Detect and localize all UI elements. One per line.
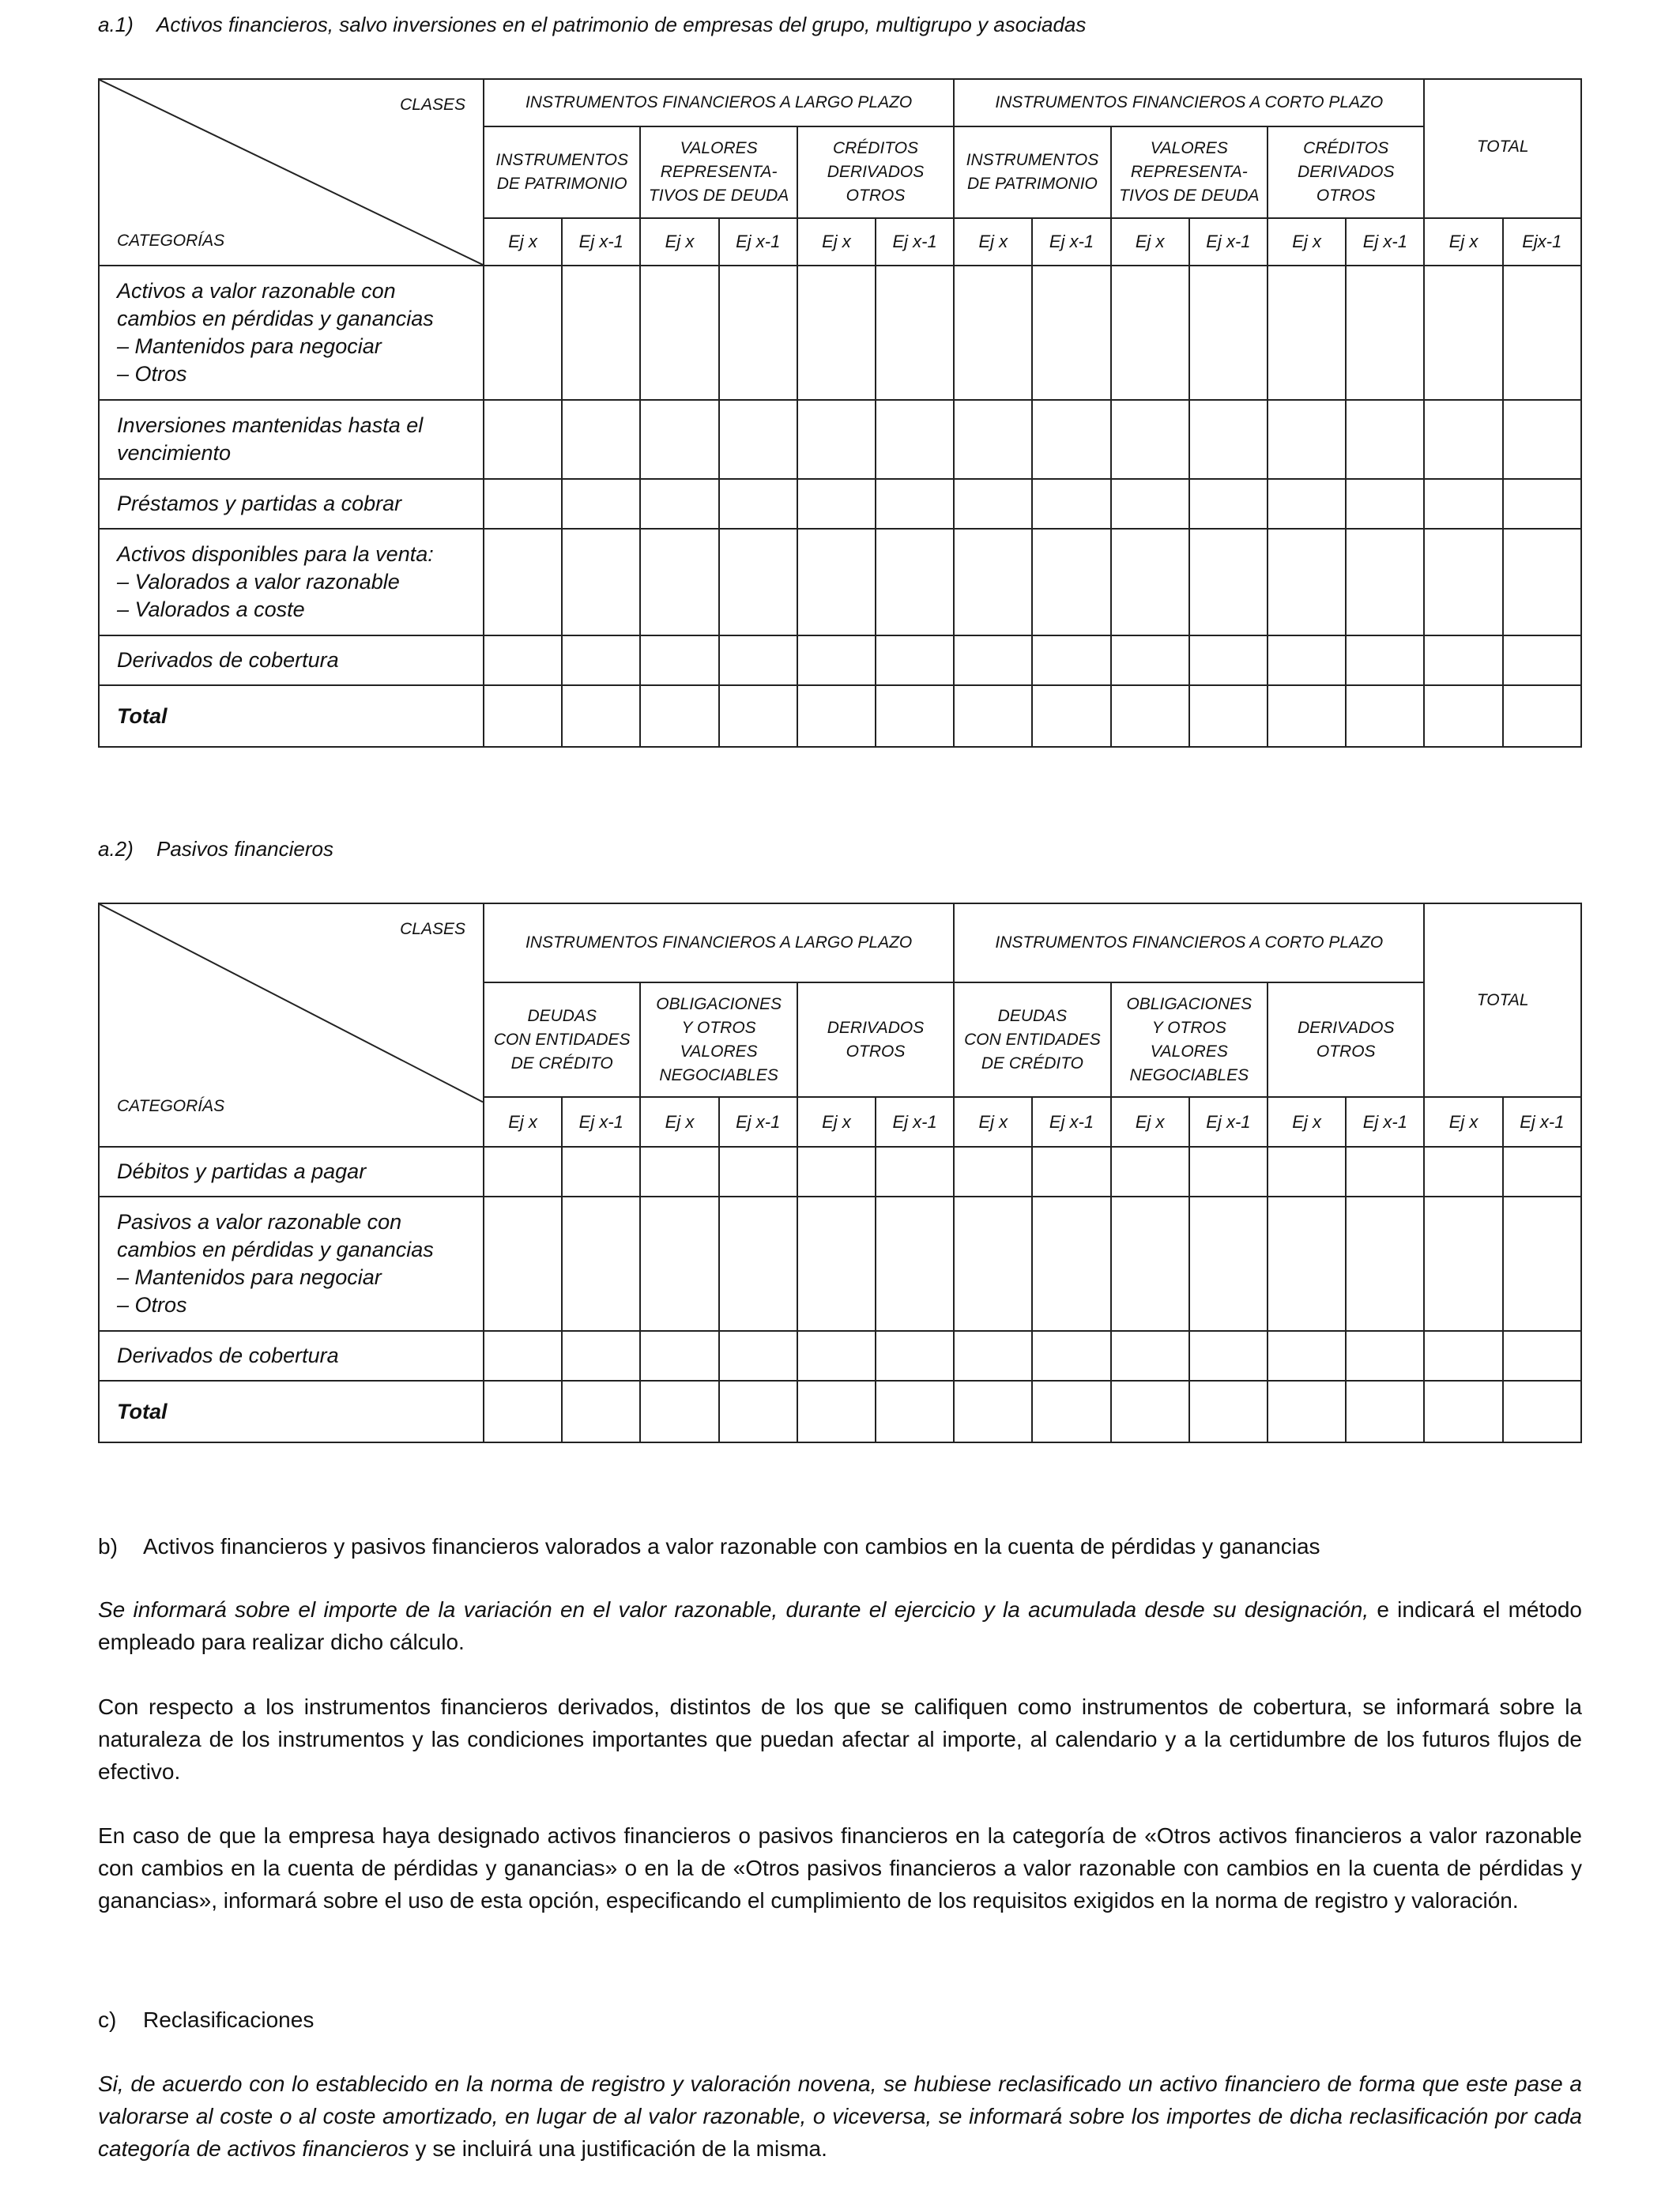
table-row: [99, 635, 1581, 685]
empty-value-cell: [1346, 400, 1424, 479]
fiscal-year-header: Ej x: [1268, 218, 1346, 266]
empty-value-cell: [797, 1331, 876, 1381]
empty-value-cell: [1268, 1381, 1346, 1442]
empty-value-cell: [954, 1331, 1032, 1381]
empty-value-cell: [797, 479, 876, 529]
instrument-class-header: [1111, 126, 1268, 218]
table-row: [99, 1331, 1581, 1381]
empty-value-cell: [562, 479, 640, 529]
empty-value-cell: [954, 1197, 1032, 1331]
empty-value-cell: [1111, 400, 1189, 479]
empty-value-cell: [1346, 1331, 1424, 1381]
section-b-title: Activos financieros y pasivos financieros valorados a valor razonable con cambios en la cuenta de pérdidas y ganancias: [143, 1534, 1320, 1559]
empty-value-cell: [719, 400, 797, 479]
empty-value-cell: [1503, 479, 1581, 529]
empty-value-cell: [1503, 1331, 1581, 1381]
empty-value-cell: [640, 1147, 718, 1197]
empty-value-cell: [1424, 266, 1502, 400]
instrument-class-header-line: DEUDAS: [997, 1006, 1068, 1025]
instrument-class-header: [1111, 982, 1268, 1097]
empty-value-cell: [1424, 1381, 1502, 1442]
empty-value-cell: [1503, 1197, 1581, 1331]
empty-value-cell: [1032, 479, 1110, 529]
category-label-line: cambios en pérdidas y ganancias: [117, 1238, 434, 1261]
instrument-class-header-line: OTROS: [846, 187, 906, 205]
empty-value-cell: [876, 529, 954, 635]
financial-assets-table: [98, 78, 1582, 748]
empty-value-cell: [1032, 529, 1110, 635]
empty-value-cell: [1032, 685, 1110, 747]
fiscal-year-header: Ej x-1: [719, 218, 797, 266]
empty-value-cell: [484, 479, 562, 529]
empty-value-cell: [484, 1197, 562, 1331]
empty-value-cell: [797, 685, 876, 747]
empty-value-cell: [1346, 1381, 1424, 1442]
instrument-class-header-line: OTROS: [1316, 1042, 1376, 1061]
category-label-line: Pasivos a valor razonable con: [117, 1210, 402, 1234]
instrument-class-header: [484, 982, 640, 1097]
instrument-class-header-line: VALORES: [1150, 1042, 1228, 1061]
instrument-class-header-line: NEGOCIABLES: [1129, 1065, 1249, 1084]
empty-value-cell: [484, 266, 562, 400]
empty-value-cell: [876, 635, 954, 685]
empty-value-cell: [954, 266, 1032, 400]
fiscal-year-header: Ej x: [484, 218, 562, 266]
empty-value-cell: [719, 1197, 797, 1331]
empty-value-cell: [797, 266, 876, 400]
fiscal-year-header: Ej x-1: [1032, 1097, 1110, 1147]
empty-value-cell: [1424, 685, 1502, 747]
instrument-class-header-line: OTROS: [1316, 187, 1376, 205]
instrument-class-header-line: CON ENTIDADES: [493, 1030, 631, 1049]
category-label-line: – Otros: [117, 362, 187, 386]
category-label-line: cambios en pérdidas y ganancias: [117, 307, 434, 330]
instrument-class-header-line: CRÉDITOS: [1303, 139, 1389, 157]
empty-value-cell: [1503, 1147, 1581, 1197]
fiscal-year-header: Ej x-1: [562, 1097, 640, 1147]
instrument-class-header-line: TIVOS DE DEUDA: [1119, 187, 1260, 205]
empty-value-cell: [484, 529, 562, 635]
table-row: [99, 685, 1581, 747]
classes-label: CLASES: [400, 96, 465, 114]
section-a2-heading: [98, 837, 333, 861]
instrument-class-header: [1268, 126, 1424, 218]
instrument-class-header: [640, 126, 797, 218]
empty-value-cell: [876, 400, 954, 479]
empty-value-cell: [640, 685, 718, 747]
empty-value-cell: [1111, 1147, 1189, 1197]
fiscal-year-header: Ej x-1: [1189, 1097, 1268, 1147]
fiscal-year-header: Ej x: [640, 1097, 718, 1147]
fiscal-year-header: Ej x: [1424, 218, 1502, 266]
fiscal-year-header: Ej x-1: [562, 218, 640, 266]
instrument-class-header-line: DE PATRIMONIO: [966, 175, 1098, 193]
category-label: [99, 635, 484, 685]
empty-value-cell: [1111, 1331, 1189, 1381]
empty-value-cell: [876, 1197, 954, 1331]
empty-value-cell: [1346, 529, 1424, 635]
table-corner-header: [99, 903, 484, 1147]
instrument-class-header: [954, 126, 1110, 218]
empty-value-cell: [1503, 400, 1581, 479]
empty-value-cell: [1424, 529, 1502, 635]
instrument-class-header-line: TIVOS DE DEUDA: [648, 187, 789, 205]
empty-value-cell: [1268, 635, 1346, 685]
fiscal-year-header: Ej x: [1111, 218, 1189, 266]
empty-value-cell: [1111, 266, 1189, 400]
empty-value-cell: [719, 1331, 797, 1381]
empty-value-cell: [1503, 685, 1581, 747]
empty-value-cell: [562, 685, 640, 747]
table-row: [99, 1381, 1581, 1442]
fiscal-year-header: Ej x: [484, 1097, 562, 1147]
instrument-class-header-line: DERIVADOS: [1297, 163, 1395, 181]
instrument-class-header-line: Y OTROS: [1151, 1018, 1226, 1037]
instrument-class-header-line: DE CRÉDITO: [510, 1054, 613, 1072]
instrument-class-header: [640, 982, 797, 1097]
total-header: TOTAL: [1424, 903, 1581, 1097]
category-label-line: Activos disponibles para la venta:: [117, 542, 434, 566]
empty-value-cell: [1111, 1381, 1189, 1442]
instrument-class-header-line: DE CRÉDITO: [981, 1054, 1083, 1072]
instrument-class-header-line: DEUDAS: [527, 1006, 597, 1025]
empty-value-cell: [1346, 479, 1424, 529]
fiscal-year-header: Ej x: [640, 218, 718, 266]
category-label-line: – Valorados a coste: [117, 598, 305, 621]
empty-value-cell: [1424, 635, 1502, 685]
empty-value-cell: [719, 1147, 797, 1197]
instrument-class-header-line: VALORES: [680, 1042, 758, 1061]
instrument-class-header-line: INSTRUMENTOS: [495, 151, 629, 169]
section-c-number: c): [98, 2007, 117, 2032]
empty-value-cell: [1424, 1147, 1502, 1197]
empty-value-cell: [719, 529, 797, 635]
section-b-paragraph-2: Con respecto a los instrumentos financieros derivados, distintos de los que se califiquen como instrumentos de cobertura, se informará sobre la naturaleza de los instrumentos y las condiciones importantes que puedan afectar al importe, al calendario y a la certidumbre de los futuros flujos de efectivo.: [98, 1695, 1582, 1784]
empty-value-cell: [954, 1147, 1032, 1197]
category-label-line: Derivados de cobertura: [117, 648, 339, 672]
instrument-class-header: [1268, 982, 1424, 1097]
empty-value-cell: [1032, 1147, 1110, 1197]
empty-value-cell: [1111, 479, 1189, 529]
instrument-class-header-line: Y OTROS: [681, 1018, 756, 1037]
instrument-class-header-line: DERIVADOS: [827, 1018, 925, 1037]
category-label-line: Préstamos y partidas a cobrar: [117, 492, 402, 515]
empty-value-cell: [562, 266, 640, 400]
section-b-p1-italic: Se informará sobre el importe de la variación en el valor razonable, durante el ejercicio y la acumulada desde su designación,: [98, 1597, 1369, 1622]
instrument-class-header-line: CON ENTIDADES: [964, 1030, 1101, 1049]
empty-value-cell: [1189, 529, 1268, 635]
category-label-line: – Valorados a valor razonable: [117, 570, 400, 594]
instrument-class-header-line: DE PATRIMONIO: [496, 175, 627, 193]
empty-value-cell: [1268, 1331, 1346, 1381]
table-row: [99, 266, 1581, 400]
empty-value-cell: [876, 479, 954, 529]
empty-value-cell: [1424, 1197, 1502, 1331]
table-row: [99, 400, 1581, 479]
empty-value-cell: [1189, 685, 1268, 747]
empty-value-cell: [640, 479, 718, 529]
section-a2-number: a.2): [98, 837, 134, 861]
empty-value-cell: [1189, 635, 1268, 685]
section-a1-number: a.1): [98, 13, 134, 36]
empty-value-cell: [954, 479, 1032, 529]
empty-value-cell: [1346, 1147, 1424, 1197]
empty-value-cell: [876, 685, 954, 747]
instrument-class-header-line: CRÉDITOS: [832, 139, 919, 157]
empty-value-cell: [484, 400, 562, 479]
classes-label: CLASES: [400, 920, 465, 938]
empty-value-cell: [1032, 635, 1110, 685]
instrument-class-header-line: NEGOCIABLES: [659, 1065, 778, 1084]
fiscal-year-header: Ej x-1: [1346, 1097, 1424, 1147]
long-term-header: INSTRUMENTOS FINANCIEROS A LARGO PLAZO: [484, 903, 954, 982]
category-label-line: Débitos y partidas a pagar: [117, 1159, 367, 1183]
empty-value-cell: [1189, 479, 1268, 529]
section-a2-title: Pasivos financieros: [156, 837, 333, 861]
empty-value-cell: [640, 1197, 718, 1331]
section-c-p1-italic: Si, de acuerdo con lo establecido en la norma de registro y valoración novena, se hubiese reclasificado un activo financiero de forma que este pase a valorarse al coste o al coste amortizado, en lugar de al valor razonable, o viceversa, se informará sobre los importes de dicha reclasificación por cada categoría de activos financieros: [98, 2071, 1582, 2161]
empty-value-cell: [1503, 635, 1581, 685]
section-b-p1-rest: e indicará el método empleado para realizar dicho cálculo.: [98, 1597, 1582, 1654]
fiscal-year-header: Ej x: [1268, 1097, 1346, 1147]
empty-value-cell: [1268, 1197, 1346, 1331]
category-label: [99, 479, 484, 529]
empty-value-cell: [1032, 266, 1110, 400]
fiscal-year-header: Ej x: [797, 1097, 876, 1147]
empty-value-cell: [1424, 479, 1502, 529]
empty-value-cell: [1111, 529, 1189, 635]
instrument-class-header-line: INSTRUMENTOS: [966, 151, 1099, 169]
table-row: [99, 479, 1581, 529]
category-label: [99, 266, 484, 400]
empty-value-cell: [562, 400, 640, 479]
empty-value-cell: [562, 1381, 640, 1442]
empty-value-cell: [1189, 1381, 1268, 1442]
empty-value-cell: [1424, 1331, 1502, 1381]
empty-value-cell: [954, 400, 1032, 479]
category-label-line: – Mantenidos para negociar: [117, 334, 382, 358]
empty-value-cell: [562, 1331, 640, 1381]
fiscal-year-header: Ej x: [954, 218, 1032, 266]
empty-value-cell: [1503, 529, 1581, 635]
fiscal-year-header: Ej x-1: [1346, 218, 1424, 266]
empty-value-cell: [1111, 1197, 1189, 1331]
instrument-class-header: [954, 982, 1110, 1097]
empty-value-cell: [954, 685, 1032, 747]
empty-value-cell: [1189, 400, 1268, 479]
short-term-header: INSTRUMENTOS FINANCIEROS A CORTO PLAZO: [954, 79, 1424, 126]
empty-value-cell: [797, 400, 876, 479]
empty-value-cell: [797, 529, 876, 635]
empty-value-cell: [1268, 1147, 1346, 1197]
category-label: [99, 1197, 484, 1331]
section-b-paragraph-3: En caso de que la empresa haya designado activos financieros o pasivos financieros en la categoría de «Otros activos financieros a valor razonable con cambios en la cuenta de pérdidas y ganancias» o en la de «Otros pasivos financieros a valor razonable con cambios en la cuenta de pérdidas y ganancias», informará sobre el uso de esta opción, especificando el cumplimiento de los requisitos exigidos en la norma de registro y valoración.: [98, 1823, 1582, 1913]
instrument-class-header: [797, 126, 954, 218]
section-b-paragraph-1: [98, 1593, 1582, 1658]
category-label: [99, 1331, 484, 1381]
empty-value-cell: [876, 1331, 954, 1381]
empty-value-cell: [484, 685, 562, 747]
empty-value-cell: [797, 1381, 876, 1442]
section-b-heading: [98, 1534, 1320, 1559]
empty-value-cell: [640, 635, 718, 685]
instrument-class-header: [797, 982, 954, 1097]
empty-value-cell: [1032, 1331, 1110, 1381]
category-label-line: vencimiento: [117, 441, 232, 465]
empty-value-cell: [562, 529, 640, 635]
empty-value-cell: [1268, 529, 1346, 635]
section-c-paragraph-1: [98, 2068, 1582, 2165]
empty-value-cell: [719, 266, 797, 400]
empty-value-cell: [484, 635, 562, 685]
instrument-class-header-line: VALORES: [680, 139, 758, 157]
category-label: [99, 1147, 484, 1197]
empty-value-cell: [1268, 685, 1346, 747]
fiscal-year-header: Ej x-1: [876, 1097, 954, 1147]
empty-value-cell: [1346, 1197, 1424, 1331]
table-row: [99, 1197, 1581, 1331]
category-label-line: – Otros: [117, 1293, 187, 1317]
categories-label: CATEGORÍAS: [117, 232, 225, 250]
empty-value-cell: [719, 1381, 797, 1442]
empty-value-cell: [797, 1147, 876, 1197]
empty-value-cell: [562, 1197, 640, 1331]
fiscal-year-header: Ej x-1: [1189, 218, 1268, 266]
total-header: TOTAL: [1424, 79, 1581, 218]
instrument-class-header-line: VALORES: [1150, 139, 1228, 157]
empty-value-cell: [1111, 685, 1189, 747]
total-row-label: [99, 1381, 484, 1442]
empty-value-cell: [1346, 635, 1424, 685]
fiscal-year-header: Ejx-1: [1503, 218, 1581, 266]
category-label-line: Inversiones mantenidas hasta el: [117, 413, 424, 437]
empty-value-cell: [719, 635, 797, 685]
category-label: [99, 400, 484, 479]
instrument-class-header: [484, 126, 640, 218]
empty-value-cell: [719, 685, 797, 747]
table-row: [99, 1147, 1581, 1197]
empty-value-cell: [1268, 266, 1346, 400]
empty-value-cell: [1189, 1197, 1268, 1331]
empty-value-cell: [797, 1197, 876, 1331]
section-c-heading: [98, 2007, 314, 2033]
empty-value-cell: [954, 1381, 1032, 1442]
empty-value-cell: [1424, 400, 1502, 479]
empty-value-cell: [1189, 1147, 1268, 1197]
empty-value-cell: [484, 1331, 562, 1381]
empty-value-cell: [1032, 1381, 1110, 1442]
fiscal-year-header: Ej x-1: [876, 218, 954, 266]
empty-value-cell: [876, 1147, 954, 1197]
fiscal-year-header: Ej x-1: [1032, 218, 1110, 266]
fiscal-year-header: Ej x: [1424, 1097, 1502, 1147]
category-label-line: Activos a valor razonable con: [117, 279, 396, 303]
empty-value-cell: [1503, 1381, 1581, 1442]
empty-value-cell: [484, 1381, 562, 1442]
empty-value-cell: [640, 529, 718, 635]
empty-value-cell: [1346, 266, 1424, 400]
category-label-line: Derivados de cobertura: [117, 1344, 339, 1367]
fiscal-year-header: Ej x: [797, 218, 876, 266]
empty-value-cell: [640, 400, 718, 479]
section-a1-heading: [98, 13, 1086, 37]
empty-value-cell: [562, 1147, 640, 1197]
short-term-header: INSTRUMENTOS FINANCIEROS A CORTO PLAZO: [954, 903, 1424, 982]
section-c-p1-rest: y se incluirá una justificación de la misma.: [409, 2136, 827, 2161]
category-label: [99, 529, 484, 635]
empty-value-cell: [1503, 266, 1581, 400]
empty-value-cell: [484, 1147, 562, 1197]
empty-value-cell: [1111, 635, 1189, 685]
empty-value-cell: [1189, 1331, 1268, 1381]
fiscal-year-header: Ej x: [1111, 1097, 1189, 1147]
empty-value-cell: [797, 635, 876, 685]
instrument-class-header-line: OBLIGACIONES: [656, 994, 782, 1013]
instrument-class-header-line: REPRESENTA-: [1130, 163, 1248, 181]
section-a1-title: Activos financieros, salvo inversiones en el patrimonio de empresas del grupo, multigrupo y asociadas: [156, 13, 1087, 36]
empty-value-cell: [1032, 400, 1110, 479]
total-row-label: [99, 685, 484, 747]
empty-value-cell: [876, 266, 954, 400]
table-corner-header: [99, 79, 484, 266]
section-c-title: Reclasificaciones: [143, 2007, 315, 2032]
table-row: [99, 529, 1581, 635]
categories-label: CATEGORÍAS: [117, 1097, 225, 1115]
fiscal-year-header: Ej x-1: [719, 1097, 797, 1147]
instrument-class-header-line: OTROS: [846, 1042, 906, 1061]
empty-value-cell: [719, 479, 797, 529]
empty-value-cell: [876, 1381, 954, 1442]
instrument-class-header-line: REPRESENTA-: [660, 163, 778, 181]
empty-value-cell: [954, 529, 1032, 635]
instrument-class-header-line: DERIVADOS: [1297, 1018, 1395, 1037]
category-label-line: – Mantenidos para negociar: [117, 1265, 382, 1289]
fiscal-year-header: Ej x: [954, 1097, 1032, 1147]
section-b-number: b): [98, 1534, 118, 1559]
empty-value-cell: [1346, 685, 1424, 747]
empty-value-cell: [1268, 400, 1346, 479]
long-term-header: INSTRUMENTOS FINANCIEROS A LARGO PLAZO: [484, 79, 954, 126]
empty-value-cell: [640, 1331, 718, 1381]
instrument-class-header-line: OBLIGACIONES: [1126, 994, 1252, 1013]
empty-value-cell: [1189, 266, 1268, 400]
fiscal-year-header: Ej x-1: [1503, 1097, 1581, 1147]
category-label-line: Total: [117, 1399, 168, 1423]
empty-value-cell: [562, 635, 640, 685]
financial-liabilities-table: [98, 903, 1582, 1443]
empty-value-cell: [640, 266, 718, 400]
empty-value-cell: [640, 1381, 718, 1442]
instrument-class-header-line: DERIVADOS: [827, 163, 925, 181]
empty-value-cell: [1268, 479, 1346, 529]
category-label-line: Total: [117, 703, 168, 728]
empty-value-cell: [954, 635, 1032, 685]
empty-value-cell: [1032, 1197, 1110, 1331]
